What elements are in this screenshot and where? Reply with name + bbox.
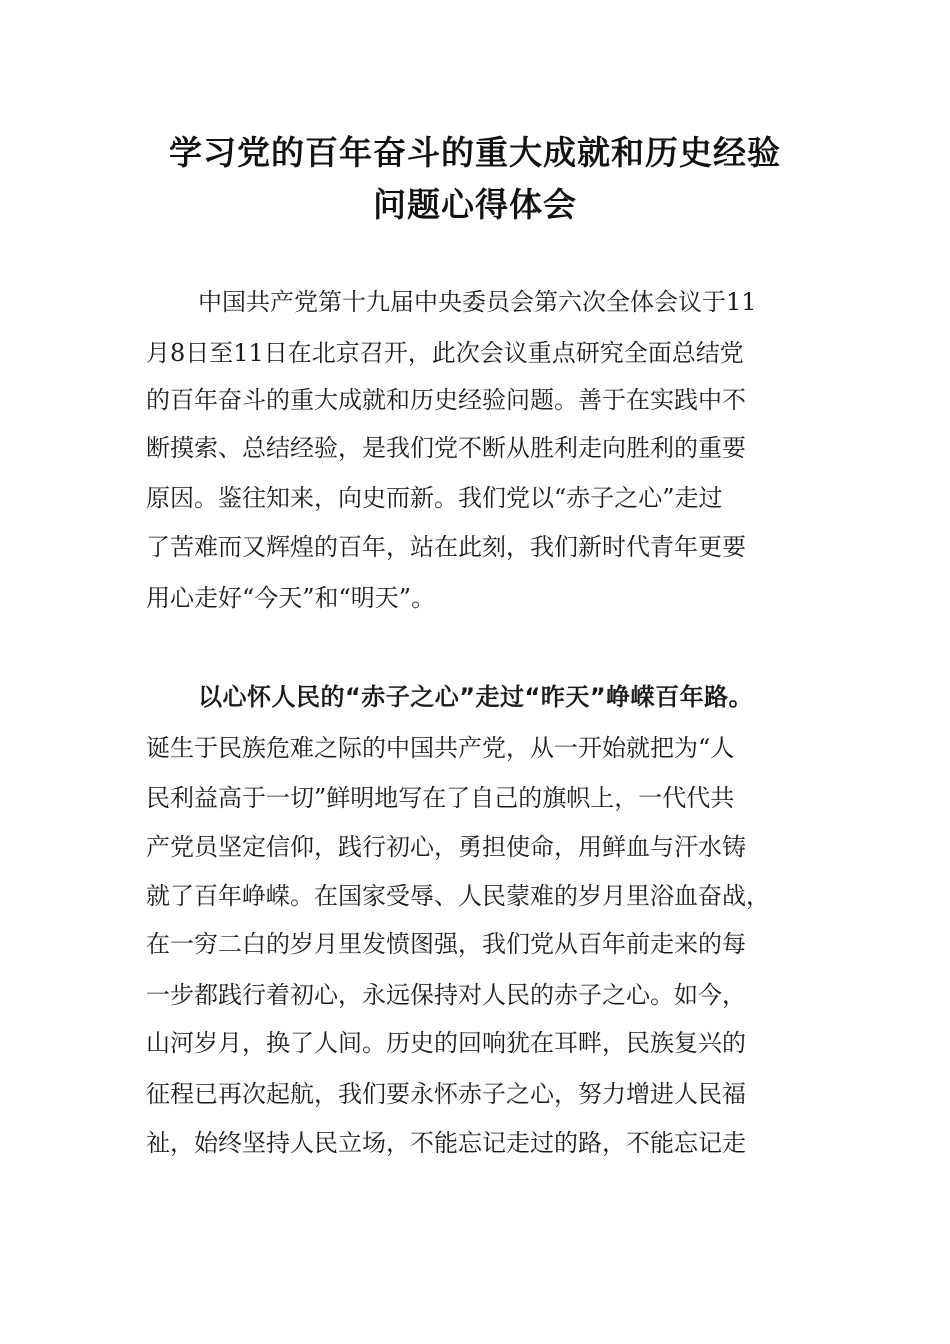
- paragraph-1-line: 了苦难而又辉煌的百年，站在此刻，我们新时代青年更要: [146, 533, 746, 561]
- paragraph-1-line: 的百年奋斗的重大成就和历史经验问题。善于在实践中不: [146, 386, 746, 414]
- paragraph-2-line: 就了百年峥嵘。在国家受辱、人民蒙难的岁月里浴血奋战，: [146, 882, 770, 910]
- paragraph-1-line: 断摸索、总结经验，是我们党不断从胜利走向胜利的重要: [146, 434, 746, 462]
- paragraph-2-line: 祉，始终坚持人民立场，不能忘记走过的路，不能忘记走: [146, 1129, 746, 1157]
- paragraph-1-line: 用心走好“今天”和“明天”。: [146, 584, 436, 612]
- paragraph-2-line: 一步都践行着初心，永远保持对人民的赤子之心。如今，: [146, 981, 746, 1009]
- paragraph-2-line: 诞生于民族危难之际的中国共产党，从一开始就把为“人: [146, 734, 735, 762]
- paragraph-2-heading: 以心怀人民的“赤子之心”走过“昨天”峥嵘百年路。: [198, 683, 754, 711]
- paragraph-1-line: 月8日至11日在北京召开，此次会议重点研究全面总结党: [146, 339, 744, 367]
- paragraph-2-line: 在一穷二白的岁月里发愤图强，我们党从百年前走来的每: [146, 930, 746, 958]
- paragraph-1-line: 原因。鉴往知来，向史而新。我们党以“赤子之心”走过: [146, 484, 723, 512]
- paragraph-2-line: 民利益高于一切”鲜明地写在了自己的旗帜上，一代代共: [146, 784, 735, 812]
- paragraph-2-line: 山河岁月，换了人间。历史的回响犹在耳畔，民族复兴的: [146, 1029, 746, 1057]
- paragraph-2-line: 征程已再次起航，我们要永怀赤子之心，努力增进人民福: [146, 1080, 746, 1108]
- paragraph-1-line: 中国共产党第十九届中央委员会第六次全体会议于11: [198, 288, 757, 316]
- document-title-line-2: 问题心得体会: [373, 185, 577, 224]
- document-title-line-1: 学习党的百年奋斗的重大成就和历史经验: [169, 133, 781, 172]
- paragraph-2-line: 产党员坚定信仰，践行初心，勇担使命，用鲜血与汗水铸: [146, 833, 746, 861]
